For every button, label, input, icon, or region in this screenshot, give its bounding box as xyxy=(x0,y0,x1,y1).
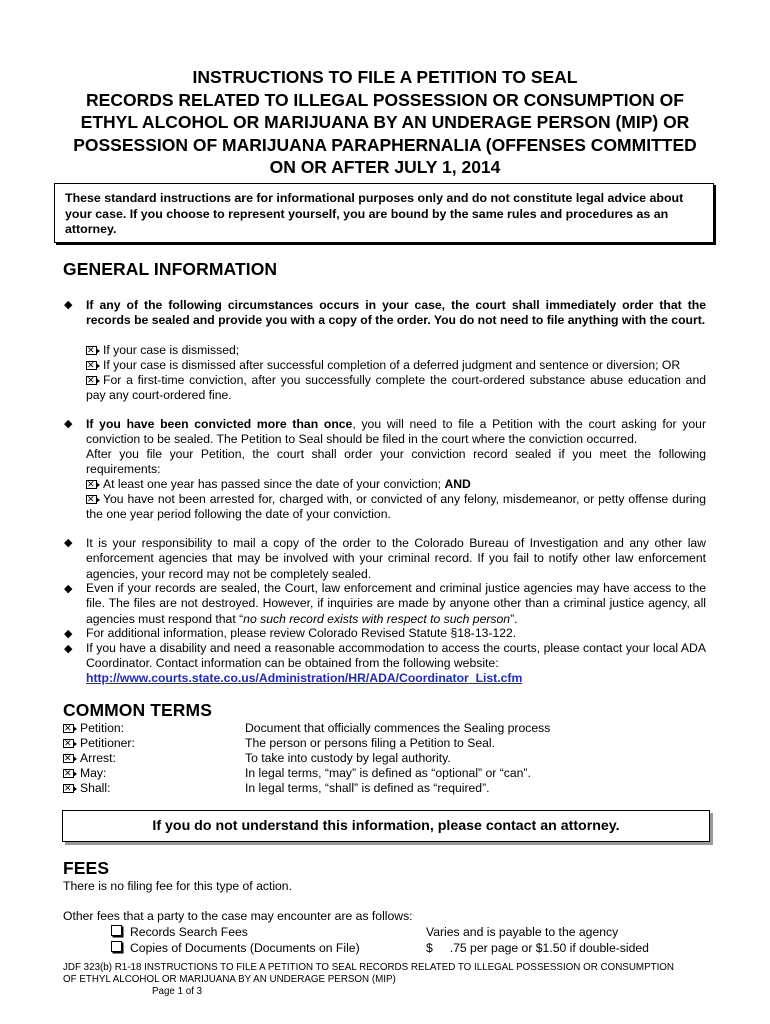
bullet-1-item-3: ✕For a first-time conviction, after you successfully complete the court-ordered substance abuse education and pay any court-ordered fine. xyxy=(86,373,706,404)
common-terms-heading: COMMON TERMS xyxy=(63,700,212,720)
disclaimer-box: These standard instructions are for informational purposes only and do not constitute legal advice about your case. If you choose to represent yourself, you are bound by the same rules and procedures as an attorney. xyxy=(54,183,714,243)
title-line: POSSESSION OF MARIJUANA PARAPHERNALIA (OFFENSES COMMITTED xyxy=(73,134,697,155)
ada-coordinator-link[interactable]: http://www.courts.state.co.us/Administration/HR/ADA/Coordinator_List.cfm xyxy=(86,671,523,685)
bullet-1-item-2: ✕If your case is dismissed after successful completion of a deferred judgment and sentence or diversion; OR xyxy=(86,358,680,373)
checkbox-icon xyxy=(111,925,122,936)
footer-line-2: OF ETHYL ALCOHOL OR MARIJUANA BY AN UNDERAGE PERSON (MIP) xyxy=(63,974,396,985)
term-definition: In legal terms, “may” is defined as “optional” or “can”. xyxy=(245,766,531,780)
diamond-bullet-icon: ◆ xyxy=(64,583,73,595)
checked-box-icon xyxy=(86,361,97,370)
attorney-notice-box: If you do not understand this information, please contact an attorney. xyxy=(62,810,710,842)
other-fees-text: Other fees that a party to the case may encounter are as follows: xyxy=(63,909,413,923)
document-title xyxy=(40,66,730,179)
checked-box-icon xyxy=(86,480,97,489)
checked-box-icon xyxy=(63,724,74,733)
bullet-3: It is your responsibility to mail a copy of the order to the Colorado Bureau of Investigation and any other law enforcement agencies that may be involved with your criminal record. If you fail to notify other law enforcement agencies, your record may not be completely sealed. xyxy=(86,536,706,581)
term-definition: The person or persons filing a Petition to Seal. xyxy=(245,736,495,750)
term-label: ✕Arrest: xyxy=(63,751,116,766)
title-line: RECORDS RELATED TO ILLEGAL POSSESSION OR CONSUMPTION OF xyxy=(86,89,684,110)
bullet-2-item-1: ✕At least one year has passed since the date of your conviction; AND xyxy=(86,477,471,492)
footer-line-1: JDF 323(b) R1-18 INSTRUCTIONS TO FILE A PETITION TO SEAL RECORDS RELATED TO ILLEGAL POSSESSION OR CONSUMPTION xyxy=(63,962,675,973)
title-line: INSTRUCTIONS TO FILE A PETITION TO SEAL xyxy=(192,67,578,87)
checked-box-icon xyxy=(63,769,74,778)
bullet-4: Even if your records are sealed, the Court, law enforcement and criminal justice agencies may have access to the file. The files are not destroyed. However, if inquiries are made by anyone other than a criminal justice agency, all agencies must respond that “no such record exists with respect to such person”. xyxy=(86,581,706,626)
bullet-2-item-2: ✕You have not been arrested for, charged with, or convicted of any felony, misdemeanor, or petty offense during the one year period following the date of your conviction. xyxy=(86,492,706,523)
diamond-bullet-icon: ◆ xyxy=(64,643,73,655)
bullet-1-lead: If any of the following circumstances occurs in your case, the court shall immediately order that the records be sealed and provide you with a copy of the order. You do not need to file anything with the court. xyxy=(86,298,706,328)
bullet-1-item-1: ✕If your case is dismissed; xyxy=(86,343,239,358)
bullet-6: If you have a disability and need a reasonable accommodation to access the courts, please contact your local ADA Coordinator. Contact information can be obtained from the following website: xyxy=(86,641,706,671)
bullet-2-after: After you file your Petition, the court shall order your conviction record sealed if you meet the following requirements: xyxy=(86,447,706,477)
fee-item-label: Records Search Fees xyxy=(111,925,248,940)
diamond-bullet-icon: ◆ xyxy=(64,628,73,640)
term-definition: In legal terms, “shall” is defined as “required”. xyxy=(245,781,490,795)
diamond-bullet-icon: ◆ xyxy=(64,418,73,430)
term-definition: To take into custody by legal authority. xyxy=(245,751,451,765)
fees-heading: FEES xyxy=(63,858,110,878)
general-information-heading: GENERAL INFORMATION xyxy=(63,259,278,279)
term-label: ✕Petitioner: xyxy=(63,736,135,751)
checked-box-icon xyxy=(63,784,74,793)
term-label: ✕Petition: xyxy=(63,721,124,736)
checked-box-icon xyxy=(63,739,74,748)
diamond-bullet-icon: ◆ xyxy=(64,299,73,311)
term-label: ✕Shall: xyxy=(63,781,111,796)
title-line: ON OR AFTER JULY 1, 2014 xyxy=(269,157,501,177)
term-definition: Document that officially commences the Sealing process xyxy=(245,721,551,735)
fee-item-label: Copies of Documents (Documents on File) xyxy=(111,941,360,956)
bullet-2-lead: If you have been convicted more than once, you will need to file a Petition with the court asking for your conviction to be sealed. The Petition to Seal should be filed in the court where the conviction occurred. xyxy=(86,417,706,447)
checked-box-icon xyxy=(63,754,74,763)
page-number: Page 1 of 3 xyxy=(152,986,203,997)
checked-box-icon xyxy=(86,346,97,355)
term-label: ✕May: xyxy=(63,766,106,781)
bullet-5: For additional information, please review Colorado Revised Statute §18-13-122. xyxy=(86,626,517,640)
checkbox-icon xyxy=(111,941,122,952)
checked-box-icon xyxy=(86,495,97,504)
title-line: ETHYL ALCOHOL OR MARIJUANA BY AN UNDERAGE PERSON (MIP) OR xyxy=(80,112,690,132)
checked-box-icon xyxy=(86,376,97,385)
diamond-bullet-icon: ◆ xyxy=(64,537,73,549)
filing-fee-text: There is no filing fee for this type of action. xyxy=(63,879,292,893)
fee-item-value: $ .75 per page or $1.50 if double-sided xyxy=(426,941,649,955)
fee-item-value: Varies and is payable to the agency xyxy=(426,925,619,939)
